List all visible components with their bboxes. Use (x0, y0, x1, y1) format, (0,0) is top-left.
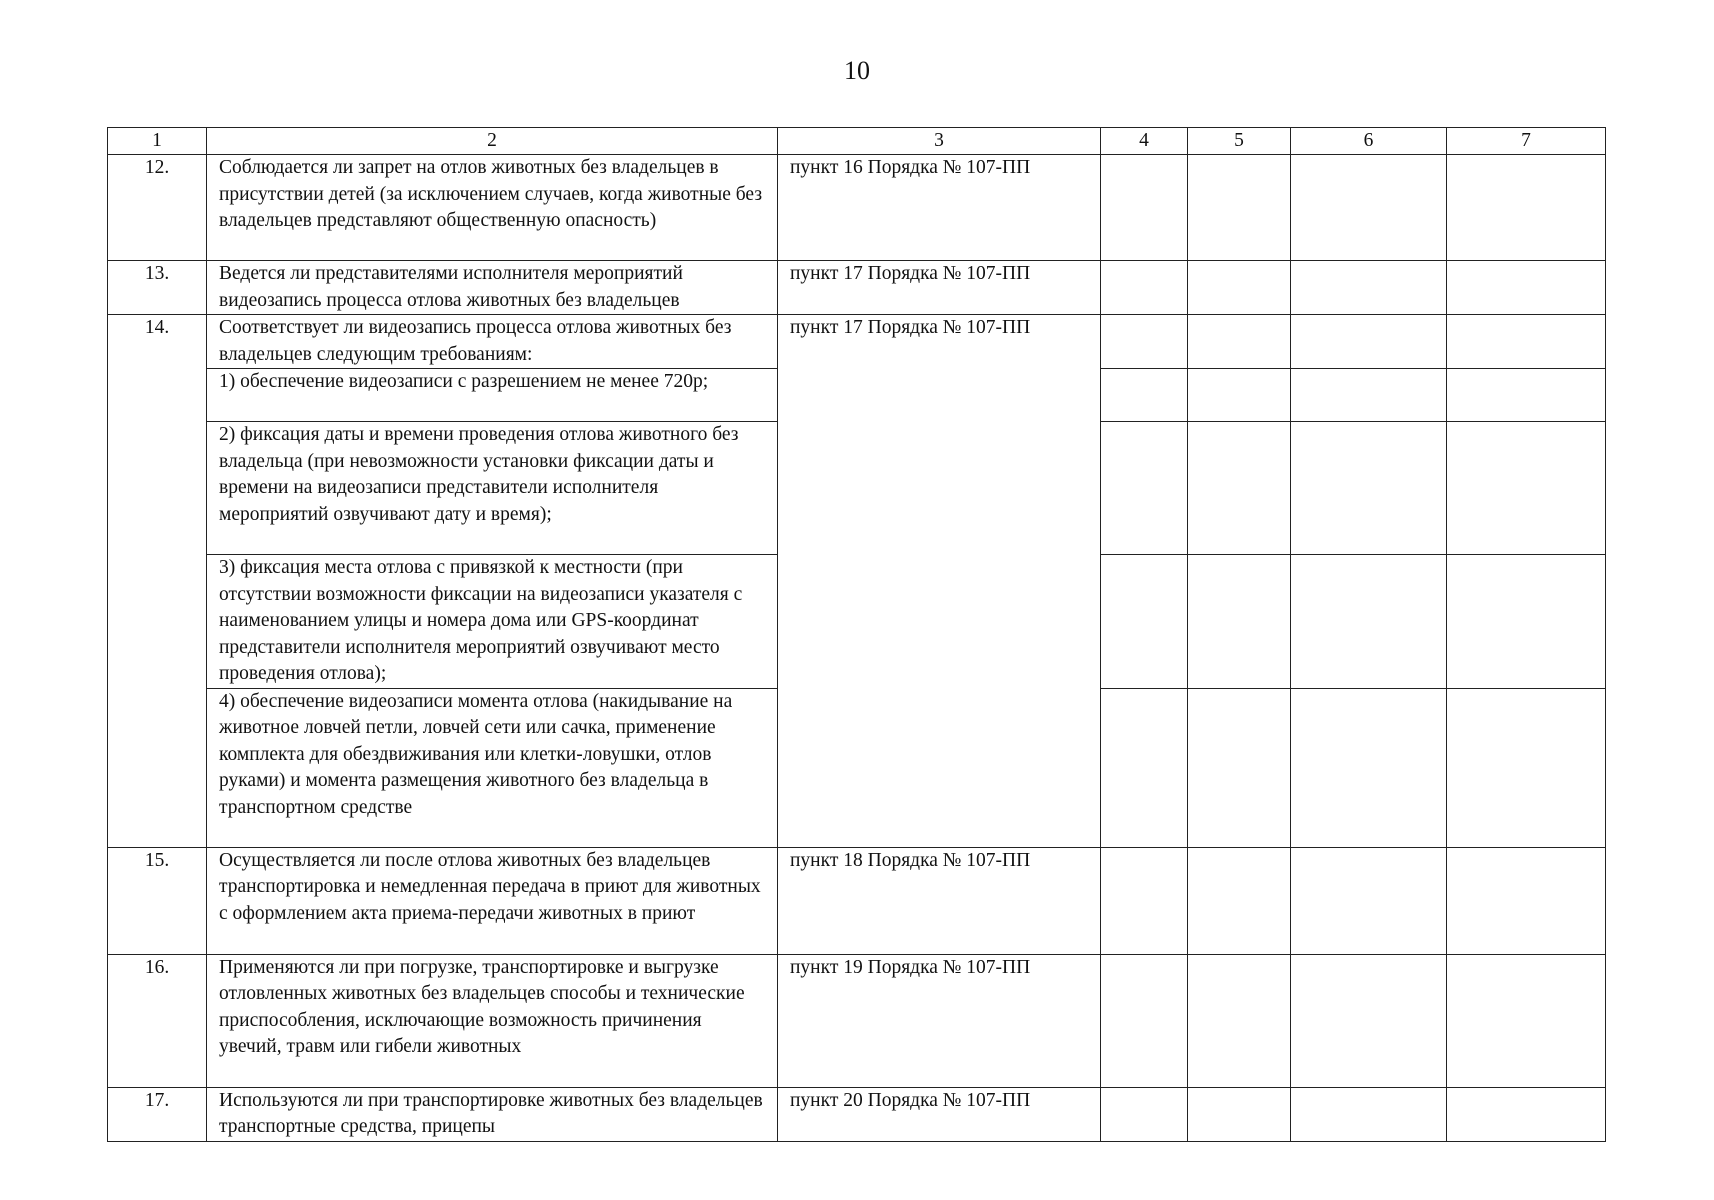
answer-cell (1101, 688, 1188, 847)
answer-cell (1101, 261, 1188, 315)
row-number: 17. (108, 1087, 207, 1141)
answer-cell (1188, 422, 1291, 555)
answer-cell (1291, 369, 1447, 422)
legal-reference: пункт 20 Порядка № 107-ПП (778, 1087, 1101, 1141)
requirement-text: Соответствует ли видеозапись процесса отлова животных без владельцев следующим требованиям: (207, 315, 778, 369)
answer-cell (1447, 688, 1606, 847)
column-header: 5 (1188, 128, 1291, 155)
legal-reference: пункт 18 Порядка № 107-ПП (778, 847, 1101, 954)
answer-cell (1291, 315, 1447, 369)
column-header: 2 (207, 128, 778, 155)
answer-cell (1101, 1087, 1188, 1141)
column-header: 3 (778, 128, 1101, 155)
row-number: 13. (108, 261, 207, 315)
answer-cell (1188, 1087, 1291, 1141)
answer-cell (1101, 369, 1188, 422)
answer-cell (1447, 261, 1606, 315)
requirement-text: Применяются ли при погрузке, транспортировке и выгрузке отловленных животных без владельцев способы и технические приспособления, исключающие возможность причинения увечий, травм или гибели животных (207, 954, 778, 1087)
legal-reference: пункт 19 Порядка № 107-ПП (778, 954, 1101, 1087)
row-number: 16. (108, 954, 207, 1087)
answer-cell (1188, 315, 1291, 369)
answer-cell (1188, 155, 1291, 261)
answer-cell (1101, 422, 1188, 555)
requirement-subitem: 4) обеспечение видеозаписи момента отлова (накидывание на животное ловчей петли, ловчей сети или сачка, применение комплекта для обездвиживания или клетки-ловушки, отлов руками) и момента размещения животного без владельца в транспортном средстве (207, 688, 778, 847)
row-number: 14. (108, 315, 207, 848)
legal-reference: пункт 17 Порядка № 107-ПП (778, 261, 1101, 315)
column-header: 7 (1447, 128, 1606, 155)
answer-cell (1447, 315, 1606, 369)
header-row (108, 128, 1606, 155)
column-header: 6 (1291, 128, 1447, 155)
table-row (108, 954, 1606, 1087)
requirement-subitem: 1) обеспечение видеозаписи с разрешением не менее 720р; (207, 369, 778, 422)
answer-cell (1447, 954, 1606, 1087)
answer-cell (1101, 155, 1188, 261)
answer-cell (1447, 369, 1606, 422)
answer-cell (1188, 261, 1291, 315)
answer-cell (1101, 555, 1188, 689)
answer-cell (1447, 422, 1606, 555)
row-number: 15. (108, 847, 207, 954)
table-row (108, 847, 1606, 954)
answer-cell (1291, 688, 1447, 847)
column-header: 1 (108, 128, 207, 155)
page-number: 10 (844, 56, 870, 85)
table-row (108, 261, 1606, 315)
answer-cell (1447, 1087, 1606, 1141)
answer-cell (1291, 847, 1447, 954)
table-row (108, 155, 1606, 261)
answer-cell (1291, 155, 1447, 261)
legal-reference: пункт 16 Порядка № 107-ПП (778, 155, 1101, 261)
answer-cell (1101, 315, 1188, 369)
requirement-subitem: 3) фиксация места отлова с привязкой к местности (при отсутствии возможности фиксации на видеозаписи указателя с наименованием улицы и номера дома или GPS-координат представители исполнителя мероприятий озвучивают место проведения отлова); (207, 555, 778, 689)
column-header: 4 (1101, 128, 1188, 155)
answer-cell (1188, 954, 1291, 1087)
answer-cell (1291, 555, 1447, 689)
answer-cell (1291, 1087, 1447, 1141)
answer-cell (1101, 847, 1188, 954)
checklist-table (107, 127, 1606, 1142)
answer-cell (1447, 847, 1606, 954)
answer-cell (1101, 954, 1188, 1087)
answer-cell (1447, 155, 1606, 261)
requirement-subitem: 2) фиксация даты и времени проведения отлова животного без владельца (при невозможности установки фиксации даты и времени на видеозаписи представители исполнителя мероприятий озвучивают дату и время); (207, 422, 778, 555)
row-number: 12. (108, 155, 207, 261)
requirement-text: Используются ли при транспортировке животных без владельцев транспортные средства, прицепы (207, 1087, 778, 1141)
answer-cell (1188, 369, 1291, 422)
legal-reference: пункт 17 Порядка № 107-ПП (778, 315, 1101, 848)
answer-cell (1188, 555, 1291, 689)
answer-cell (1447, 555, 1606, 689)
requirement-text: Ведется ли представителями исполнителя мероприятий видеозапись процесса отлова животных без владельцев (207, 261, 778, 315)
table-row (108, 315, 1606, 369)
answer-cell (1291, 261, 1447, 315)
table-row (108, 1087, 1606, 1141)
answer-cell (1188, 847, 1291, 954)
requirement-text: Осуществляется ли после отлова животных без владельцев транспортировка и немедленная передача в приют для животных с оформлением акта приема-передачи животных в приют (207, 847, 778, 954)
answer-cell (1188, 688, 1291, 847)
answer-cell (1291, 422, 1447, 555)
answer-cell (1291, 954, 1447, 1087)
requirement-text: Соблюдается ли запрет на отлов животных без владельцев в присутствии детей (за исключением случаев, когда животные без владельцев представляют общественную опасность) (207, 155, 778, 261)
